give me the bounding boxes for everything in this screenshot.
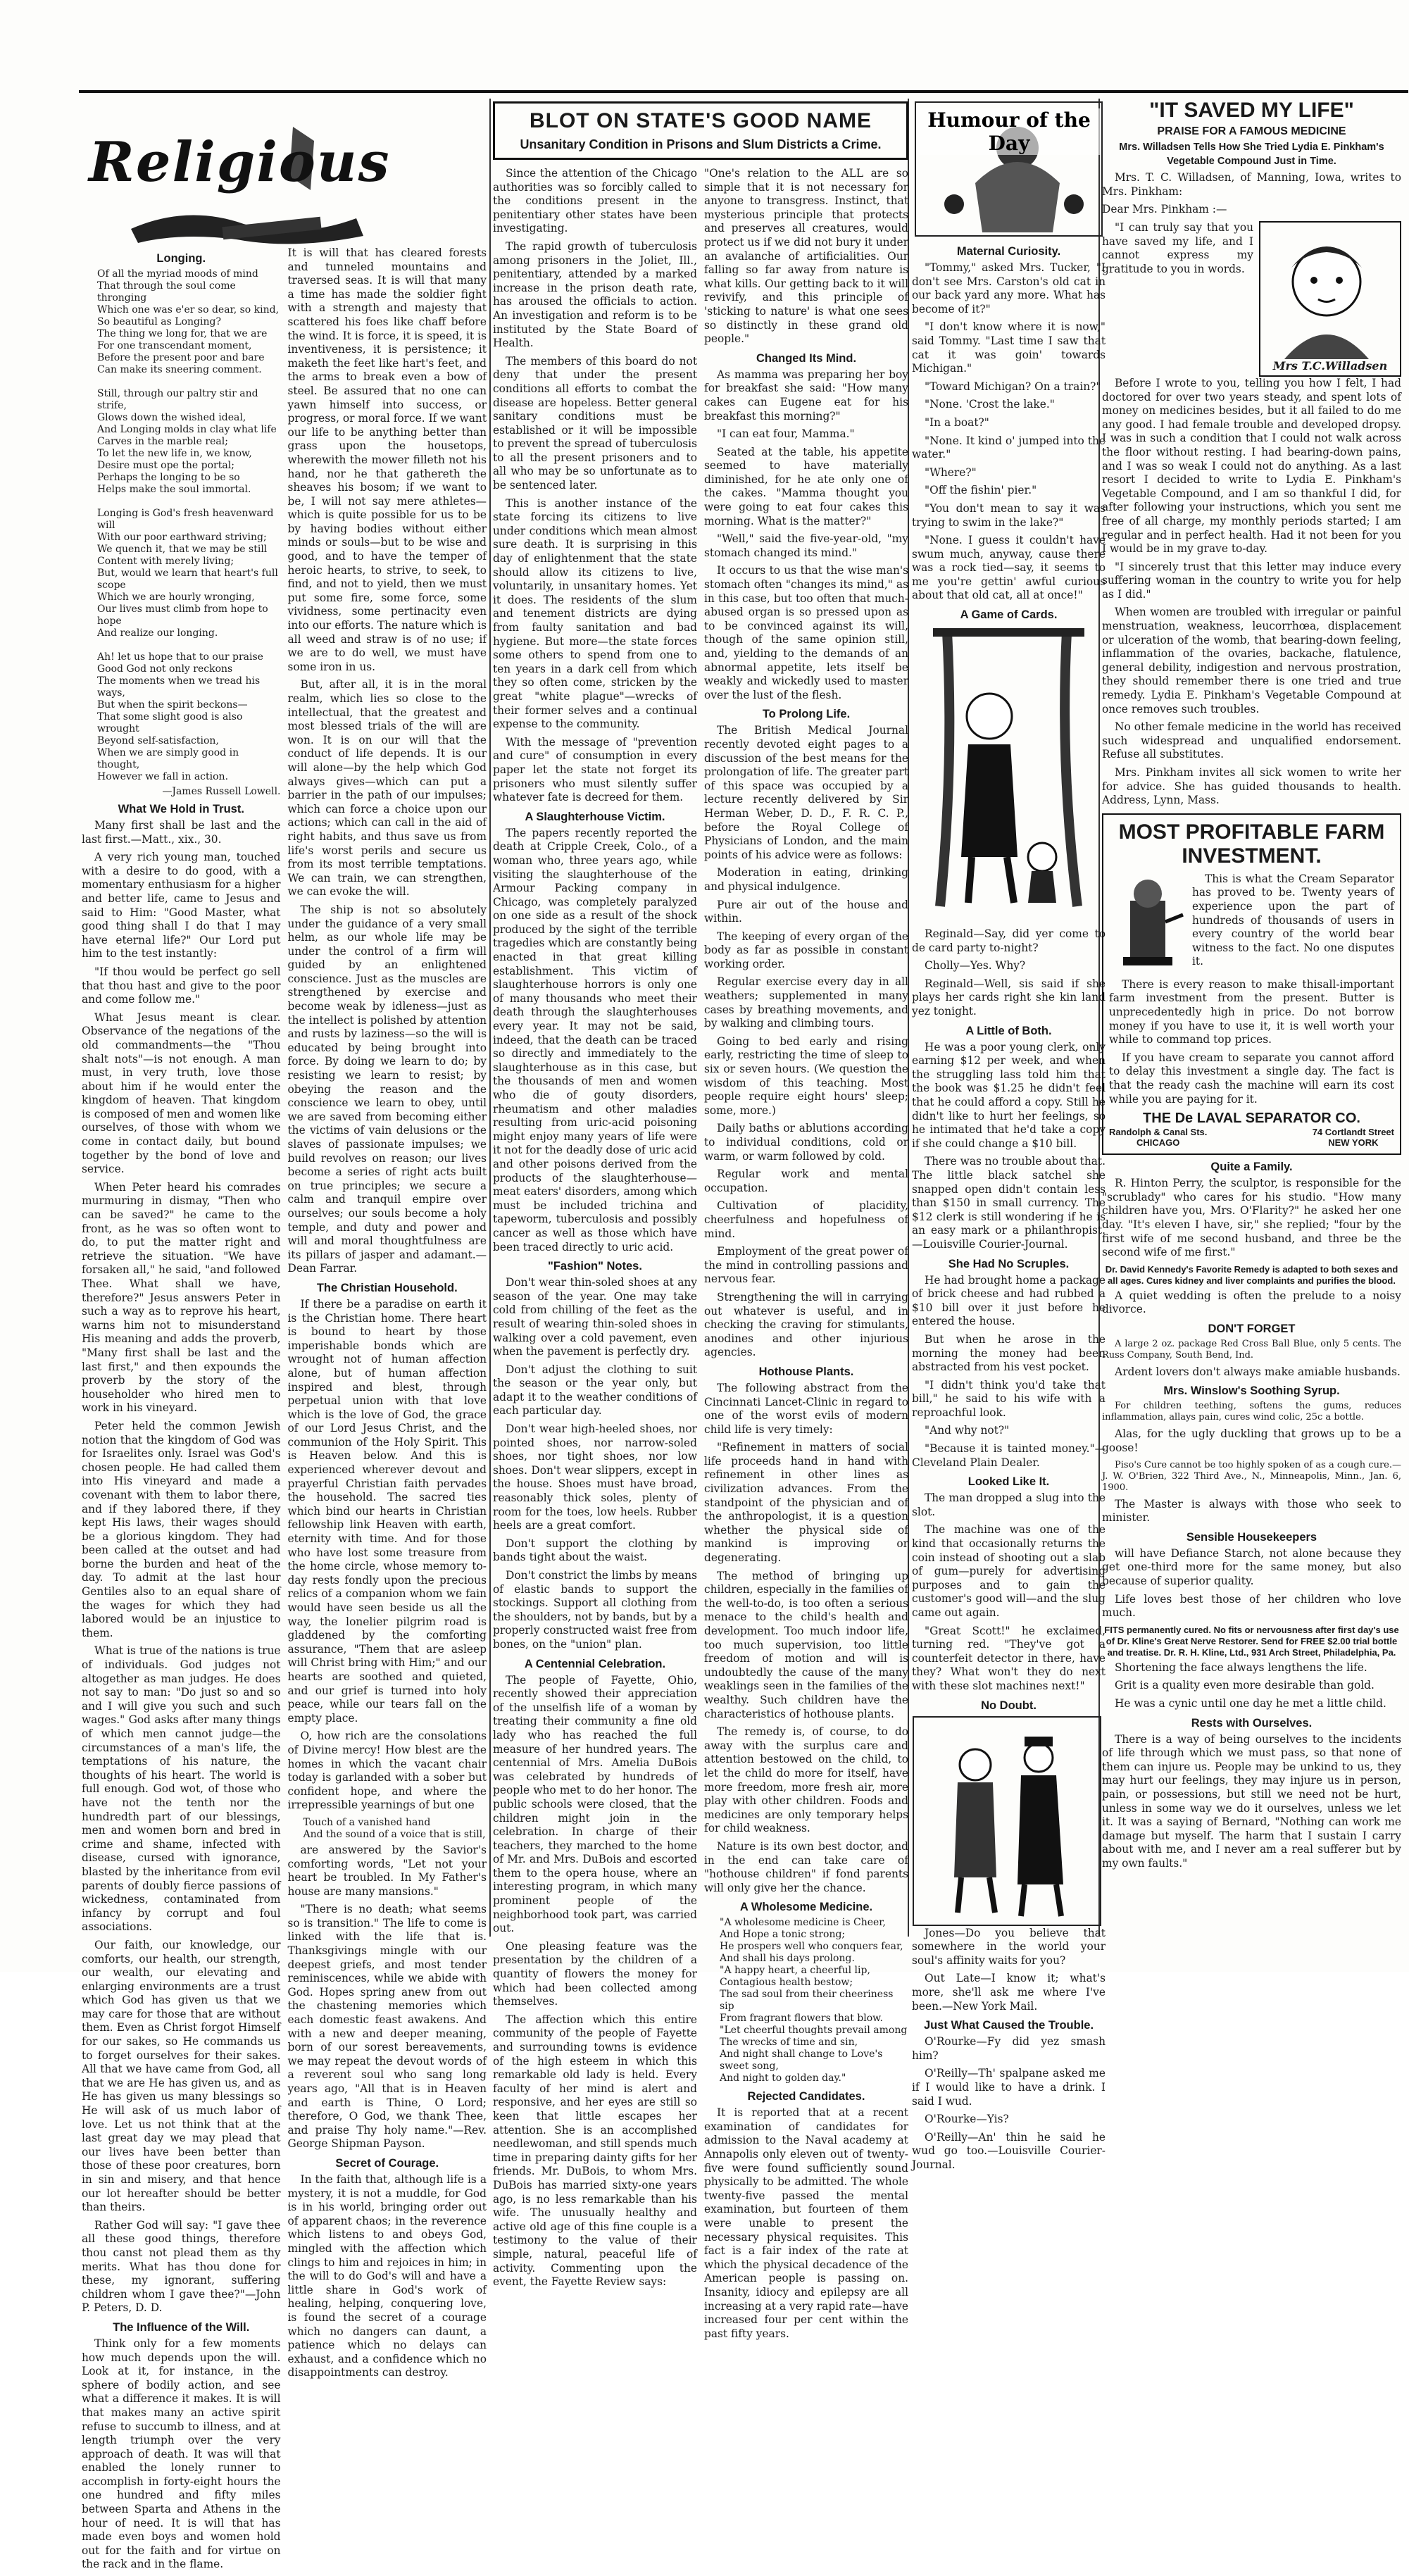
pinkham-para: Before I wrote to you, telling you how I felt, I had doctored for over two years steady, and spent lots of money on medicines besides, but it all failed to do me any good. I had female trouble and developed dropsy. I was in such a condition that I could not walk across the floor without resting. I had bearing-down pains, and I was so weak I could not do anything. As a last resort I decided to write to Lydia E. Pinkham's Vegetable Compound, and I am so thankful I did, for after following your instructions, which you sent me free of all charge, my monthly periods started; I am regular and in perfect health. Had it not been for you I would be in my grave to-day. <box>1102 376 1401 556</box>
separator-illustration <box>1109 873 1186 978</box>
curiosity-para: "None. I guess it couldn't have swum much, anyway, cause there was a rock tied—say, it seems to me you're gettin' awful curious about that old cat, all at once!" <box>912 534 1106 602</box>
rests-title: Rests with Ourselves. <box>1191 1716 1313 1730</box>
shortening-note: Shortening the face always lengthens the life. <box>1115 1661 1367 1674</box>
cynic-note: He was a cynic until one day he met a little child. <box>1115 1697 1386 1710</box>
cards-cartoon <box>912 625 1102 927</box>
trouble-para: O'Rourke—Fy did yez smash him? <box>912 2035 1106 2062</box>
humour-section <box>912 99 1106 2171</box>
fashion-para: Don't wear thin-soled shoes at any season of the year. One may take cold from chilling of the feet as the result of wearing thin-soled shoes in walking over a cold pavement, even when the pavement is perfectly dry. <box>493 1276 697 1358</box>
curiosity-para: "None. 'Crost the lake." <box>925 398 1055 411</box>
medicine-poem: "A wholesome medicine is Cheer, And Hope a tonic strong; He prospers well who conquers fear, And shall his days prolong. "A happy heart, a cheerful lip, Contagious health bestow; The sad soul from their cheeriness sip From fragrant flowers that blow. "Let cheerful thoughts prevail among The wrecks of time and sin, And night shall change to Love's sweet song, And night to golden day." <box>720 1917 908 2084</box>
nodoubt-cartoon <box>912 1715 1102 1927</box>
longing-poem: Of all the myriad moods of mind That through the soul come thronging Which one was e'er so dear, so kind, So beautiful as Longing? The thing we long for, that we are For one transcendant moment, Before the present poor and bare Can make its sneering comment. Still, through our paltry stir and strife, Glows down the wished ideal, And Longing molds in clay what life Carves in the marble real; To let the new life in, we know, Desire must ope the portal; Perhaps the longing to be so Helps make the soul immortal. Longing is God's fresh heavenward will With our poor earthward striving; We quench it, that we may be still Content with merely living; But, would we learn that heart's full scope Which we are hourly wronging, Our lives must climb from hope to hope And realize our longing. Ah! let us hope that to our praise Good God not only reckons The moments when we tread his ways, But when the spirit beckons— That some slight good is also wrought Beyond self-satisfaction, When we are simply good in thought, However we fall in action. <box>97 268 280 782</box>
religious-title: Religious <box>89 130 391 194</box>
prolong-para: Employment of the great power of the mind in controlling passions and nervous fear. <box>704 1245 908 1286</box>
trouble-title: Just What Caused the Trouble. <box>923 2019 1094 2032</box>
grit-note: Grit is a quality even more desirable than gold. <box>1115 1679 1374 1692</box>
alas-note: Alas, for the ugly duckling that grows up to be a goose! <box>1102 1427 1401 1455</box>
hothouse-para: The method of bringing up children, especially in the families of the well-to-do, is too often a serious menace to the child's health and development. Too much indoor life, too much supervision, too little freedom of motion and will is undoubtedly the cause of the many weaklings seen in the families of the wealthy. Such children have the characteristics of hothouse plants. <box>704 1569 908 1720</box>
curiosity-para: "Toward Michigan? On a train?" <box>925 380 1101 393</box>
centennial-title: A Centennial Celebration. <box>524 1657 666 1670</box>
rejected-title: Rejected Candidates. <box>747 2090 865 2103</box>
changed-para: As mamma was preparing her boy for breakfast she said: "How many cakes can Eugene eat for his breakfast this morning?" <box>704 368 908 423</box>
cards-para: Reginald—Well, sis said if she plays her cards right she kin land yez tonight. <box>912 977 1106 1018</box>
victim-title: A Slaughterhouse Victim. <box>525 810 665 823</box>
pinkham-para: Mrs. T. C. Willadsen, of Manning, Iowa, writes to Mrs. Pinkham: <box>1102 171 1401 198</box>
changed-para: Seated at the table, his appetite seemed to have materially diminished, for he ate only one of the cakes. "Mamma thought you were going to eat four cakes this morning. What is the matter?" <box>704 445 908 527</box>
column-separator <box>489 99 491 1937</box>
scruples-para: He had brought home a package of brick cheese and had rubbed a $10 bill over it just before he entered the house. <box>912 1273 1106 1328</box>
curiosity-para: "In a boat?" <box>925 415 989 429</box>
medicine-title: A Wholesome Medicine. <box>739 1901 873 1914</box>
hothouse-para: The following abstract from the Cincinnati Lancet-Clinic in regard to one of the worst evils of modern child life is very timely: <box>704 1381 908 1436</box>
will-para: But, after all, it is in the moral realm, which lies so close to the intellectual, that the greatest and most blessed trials of the will are won. It is on our will that the conduct of life depends. It is our will alone—by the help which God always gives—which can put a barrier in the path of our impulses; which can force a choice upon our actions; which can call in the aid of right habits, and thus save us from life's worst perils and secure us from its most terrible temptations. We can train, we can strengthen, we can evoke the will. <box>287 678 487 899</box>
curiosity-para: "Tommy," asked Mrs. Tucker, "I don't see Mrs. Carston's old cat in our back yard any more. What has become of it?" <box>912 261 1106 315</box>
trust-para: Many first shall be last and the last first.—Matt., xix., 30. <box>82 819 281 846</box>
quiet-note: A quiet wedding is often the prelude to a noisy divorce. <box>1102 1289 1401 1316</box>
winslow-title: Mrs. Winslow's Soothing Syrup. <box>1163 1384 1340 1398</box>
trust-para: What is true of the nations is true of individuals. God judges not altogether as man judges. He does not say to man: "Do just so and so and I will give you such and such wages." God asks after many things of which men cannot judge—the circumstances of a man's life, the temptations of his nature, the thoughts of his heart. The world is full enough. God wot, of those who have not the tenth nor the hundredth part of our blessings, men and women born and bred in crime and shame, infected with disease, cursed with ignorance, blasted by the inheritance from evil parents of doubly fierce passions of wickedness, contaminated from infancy by corrupt and foul associations. <box>82 1644 281 1934</box>
will-para: It is will that has cleared forests and tunneled mountains and traversed seas. It is will that many a time has made the soldier fight with a strength and majesty that scattered his foes like chaff before the wind. It is force, it is speed, it is inventiveness, it is persistence; it maketh the feet like hart's feet, and the arms to break even a bow of steel. Be assured that no one can yawn himself into success, or progress, or moral force. If we want our life to be anything better than grass upon the housetops, wherewith the mower filleth not his hand, nor he that gathereth the sheaves his bosom; if we want to be, I will not say mere athletes—which is quite possible for us to be by having bodies without either minds or souls—but to be wise and good, and to have the temper of heroic hearts, to strive, to seek, to find, and not to yield, then we must put some fire, some force, some vividness, some pertinacity even into our efforts. The nature which is all weed and straw is of no use; if we are to do well, we must have some iron in us. <box>287 246 487 673</box>
looked-para: "Great Scott!" he exclaimed, turning red. "They've got a counterfeit detector in there, have they? What won't they do next with these slot machines next!" <box>912 1624 1106 1692</box>
pinkham-para: "I can truly say that you have saved my life, and I cannot express my gratitude to you in words. <box>1102 220 1253 275</box>
delaval-ad <box>1102 813 1401 1155</box>
curiosity-para: "Off the fishin' pier." <box>925 484 1037 497</box>
nodoubt-para: Out Late—I know it; what's more, she'll ask me where I've been.—New York Mail. <box>912 1972 1106 2013</box>
blot-para: With the message of "prevention and cure" of consumption in every paper let the state not forget its prisoners who must silently suffer whatever fate is decreed for them. <box>493 735 697 804</box>
curiosity-para: "I don't know where it is now," said Tommy. "Last time I saw that cat it was goin' towards Michigan." <box>912 320 1106 375</box>
will-para: Think only for a few moments how much depends upon the will. Look at it, for instance, in the sphere of bodily action, and see what a difference it makes. It is will that makes many an active spirit refuse to succumb to illness, and at length triumph over the very approach of death. It was will that enabled the lonely runner to accomplish in forty-eight hours the one hundred and fifty miles between Sparta and Athens in the hour of need. It is will that has made even boys and women hold out for the faith and for virtue on the rack and in the flame. <box>82 2337 281 2571</box>
portrait-image <box>1263 225 1390 359</box>
looked-para: The machine was one of the kind that occasionally returns the coin instead of shooting out a slab of gum—purely for advertising purposes and to gain the customer's good will—and the slug came out again. <box>912 1523 1106 1619</box>
household-title: The Christian Household. <box>316 1281 458 1294</box>
household-para: "There is no death; what seems so is transition." The life to come is linked with the life that is. Thanksgivings mingle with our deepest griefs, and most tender reminiscences, while we abide with God. Hopes spring anew from out the chastening memories which each domestic feast awakens. And with a new and deeper meaning, born of our sorest bereavements, we may repeat the devout words of a reverent soul who sang long years ago, "All that is in Heaven and earth is Thine, O Lord; therefore, O God, we thank Thee, and praise Thy holy name."—Rev. George Shipman Payson. <box>287 1903 487 2151</box>
trouble-para: O'Reilly—An' thin he said he wud go too.—Louisville Courier-Journal. <box>912 2130 1106 2171</box>
scruples-para: "And why not?" <box>925 1424 1010 1437</box>
household-para: O, how rich are the consolations of Divine mercy! How blest are the homes in which the vacant chair today is garlanded with a sober but confident hope, and where the irrepressible yearnings of but one <box>287 1730 487 1812</box>
pinkham-portrait <box>1259 221 1401 377</box>
scruples-title: She Had No Scruples. <box>948 1257 1070 1270</box>
curiosity-para: "Where?" <box>925 465 977 479</box>
prolong-para: Regular exercise every day in all weathers; supplemented in many cases by breathing movements, and by walking and climbing tours. <box>704 975 908 1030</box>
blot-headline-box <box>493 101 908 160</box>
hothouse-title: Hothouse Plants. <box>758 1365 854 1378</box>
rejected-para: It is reported that at a recent examination of candidates for admission to the Naval academy at Annapolis only eleven out of twenty-five were found sufficiently sound physically to be admitted. The whole twenty-five passed the mental examination, but fourteen of them were unable to present the necessary physical requisites. This fact is a fair index of the rate at which the physical decadence of the American people is passing on. Insanity, idiocy and epilepsy are all increasing at a very rapid rate—have increased four per cent within the past fifty years. <box>704 2106 908 2340</box>
blot-para: The members of this board do not deny that under the present conditions all efforts to combat the disease are hopeless. Better general sanitary conditions must be established or it will be impossible to prevent the spread of tuberculosis to all the present prisoners and to all who may be so unfortunate as to be sentenced later. <box>493 354 697 492</box>
courage-para: In the faith that, although life is a mystery, it is not a muddle, for God is in his world, bringing order out of apparent chaos; in the reverence which listens to and obeys God, mingled with the affection which clings to him and rejoices in him; in the will to do God's will and have a little share in God's work of healing, helping, conquering love, is found the secret of a courage which no dangers can daunt, a patience which no delays can exhaust, and a confidence which no disappointments can destroy. <box>287 2172 487 2380</box>
centennial-para: The people of Fayette, Ohio, recently showed their appreciation of the unselfish life of a woman by treating their community a fine old lady who has reached the full measure of her hundred years. The centennial of Mrs. Amelia DuBois was celebrated by hundreds of people who met to do her honor. The public schools were closed, that the children might join in the celebration. In charge of their teachers, they marched to the home of Mr. and Mrs. DuBois and escorted them to the opera house, where an interesting program, in which many prominent people of the neighborhood took part, was carried out. <box>493 1673 697 1935</box>
housekeepers-title: Sensible Housekeepers <box>1186 1530 1317 1544</box>
prolong-para: Going to bed early and rising early, restricting the time of sleep to six or seven hours. (We question the wisdom of this teaching. Most people require eight hours' sleep; some, more.) <box>704 1034 908 1117</box>
curiosity-para: "None. It kind o' jumped into the water." <box>912 434 1106 461</box>
nodoubt-para: Jones—Do you believe that somewhere in the world your soul's affinity waits for you? <box>912 1926 1106 1967</box>
blot-para: The rapid growth of tuberculosis among prisoners in the Joliet, Ill., penitentiary, attended by a marked increase in the prison death rate, has aroused the officials to action. An investigation and reform is to be instituted by the State Board of Health. <box>493 239 697 350</box>
household-para: are answered by the Savior's comforting words, "Let not your heart be troubled. In My Father's house are many mansions." <box>287 1843 487 1898</box>
top-rule <box>79 90 1408 93</box>
blot-para: This is another instance of the state forcing its citizens to live under conditions which mean almost sure death. It is surprising in this day of enlightenment that the state should allow its citizens to live, voluntarily, in unsanitary homes. Yet it does. The residents of the slum and tenement districts are dying from faulty sanitation and bad hygiene. But more—the state forces some others to spend from one to ten years in a dark cell from which they so often come, stricken by the great "white plague"—wrecks of their former selves and a continual expense to the community. <box>493 496 697 731</box>
cards-title: A Game of Cards. <box>960 608 1058 622</box>
pinkham-para: "I sincerely trust that this letter may induce every suffering woman in the country to write you for help as I did." <box>1102 560 1401 601</box>
scruples-para: "Because it is tainted money."—Cleveland Plain Dealer. <box>912 1442 1106 1469</box>
trust-para: When Peter heard his comrades murmuring in dismay, "Then who can be saved?" he came to the front, as he was so often wont to do, to put the matter right and retrieve the situation. "We have forsaken all," he said, "and followed Thee. What shall we have, therefore?" Jesus answers Peter in such a way as to reprove his heart, warns him not to misunderstand His meaning and adds the proverb, "Many first shall be last and the last first," and then expounds the proverb by the story of the householder who hired men to work in his vineyard. <box>82 1180 281 1415</box>
prolong-para: Cultivation of placidity, cheerfulness and hopefulness of mind. <box>704 1199 908 1240</box>
trust-para: Peter held the common Jewish notion that the kingdom of God was for Israelites only. Israel was God's chosen people. He had called them into His vineyard and made a covenant with them to labor there, and if they labored there, if they kept His laws, their wages should be a glorious kingdom. They had been called at the outset and had borne the burden and heat of the day. To admit at the last hour Gentiles also to an equal share of the wages for which they had labored would be an injustice to them. <box>82 1419 281 1639</box>
household-poem: Touch of a vanished hand And the sound of a voice that is still, <box>303 1816 486 1840</box>
kennedy-ad: Dr. David Kennedy's Favorite Remedy is adapted to both sexes and all ages. Cures kidney and liver complaints and purifies the blood. <box>1105 1263 1398 1286</box>
pinkham-para: No other female medicine in the world has received such widespread and unqualified endorsement. Refuse all substitutes. <box>1102 720 1401 761</box>
prolong-para: Daily baths or ablutions according to individual conditions, cold or warm, or warm followed by cold. <box>704 1122 908 1163</box>
both-title: A Little of Both. <box>965 1024 1052 1037</box>
looked-para: The man dropped a slug into the slot. <box>912 1492 1106 1518</box>
delaval-address-left: Randolph & Canal Sts. <box>1109 1127 1208 1138</box>
blot-para: Since the attention of the Chicago authorities was so forcibly called to the conditions present in the penitentiary other states have been investigating. <box>493 167 697 235</box>
trouble-para: O'Reilly—Th' spalpane asked me if I would like to have a drink. I said I wud. <box>912 2067 1106 2108</box>
family-para: R. Hinton Perry, the sculptor, is responsible for the "scrublady" who cares for his studio. "How many children have you, Mrs. O'Flarity?" he asked her one day. "It's eleven I have, sir," she replied; "four by the first wife of me second husband, and three be the second wife of me first." <box>1102 1177 1401 1259</box>
household-para: If there be a paradise on earth it is the Christian home. There heart is bound to heart by those imperishable bonds which are wrought not of human affection alone, but of human affection inspired and blest, through perpetual union with that love which is the love of God, the grace of our Lord Jesus Christ, and the communion of the Holy Spirit. This is Heaven below. And this is experienced wherever devout and prayerful Christian faith pervades the household. The sacred ties which bind our hearts in Christian fellowship link Heaven with earth, eternity with time. And for those who have lost some treasure from the home circle, whose memory to-day rests fondly upon the precious relics of a companion whom we fain would have seen beside us all the way, the lonelier pilgrim road is gladdened by the comforting assurance, "Them that are asleep will Christ bring with Him;" and our hearts are soothed and quieted, and our grief is turned into holy peace, while our tears fall on the empty place. <box>287 1297 487 1725</box>
pinkham-para: Mrs. Pinkham invites all sick women to write her for advice. She has guided thousands to health. Address, Lynn, Mass. <box>1102 766 1401 807</box>
delaval-title: MOST PROFITABLE FARM INVESTMENT. <box>1118 820 1385 868</box>
lifeloves-note: Life loves best those of her children who love much. <box>1102 1592 1401 1620</box>
centennial-para: One pleasing feature was the presentation by the children of a quantity of flowers the money for which had been collected among themselves. <box>493 1939 697 2008</box>
health-section <box>493 99 908 2340</box>
trust-para: A very rich young man, touched with a desire to do good, with a momentary enthusiasm for a higher and better life, came to Jesus and said to Him: "Good Master, what good thing shall I do that I may have eternal life?" Our Lord put him to the test instantly: <box>82 851 281 961</box>
pinkham-subtitle: PRAISE FOR A FAMOUS MEDICINE <box>1157 125 1346 137</box>
pinkham-title: "IT SAVED MY LIFE" <box>1149 99 1354 122</box>
trouble-para: O'Rourke—Yis? <box>925 2113 1009 2126</box>
rests-para: There is a way of being ourselves to the incidents of life through which we must pass, so that none of them can injure us. People may be unkind to us, they may hurt our feelings, they may injure us in person, pain, or possessions, but still we need not be hurt, unless in some way we do it ourselves, unless we let it. It was a saying of Bernard, "Nothing can work me damage but myself. The harm that I sustain I carry about with me, and I never am a real sufferer but by my own faults." <box>1102 1732 1401 1870</box>
delaval-para: This is what the Cream Separator has proved to be. Twenty years of experience upon the part of hundreds of thousands of users in every country of the world bear witness to the fact. No one disputes it. <box>1192 872 1394 968</box>
pinkham-ad <box>1102 99 1401 808</box>
changed-para: "I can eat four, Mamma." <box>717 427 855 441</box>
delaval-city-left: CHICAGO <box>1136 1137 1180 1149</box>
scruples-para: But when he arose in the morning the money had been abstracted from his vest pocket. <box>912 1332 1106 1374</box>
religious-section <box>82 99 487 2571</box>
family-title: Quite a Family. <box>1210 1161 1293 1174</box>
pinkham-para: When women are troubled with irregular or painful menstruation, weakness, leucorrhœa, displacement or ulceration of the womb, that bearing-down feeling, inflammation of the ovaries, backache, flatulence, general debility, indigestion and nervous prostration, they should remember there is one tried and true remedy. Lydia E. Pinkham's Vegetable Compound at once removes such troubles. <box>1102 606 1401 715</box>
prolong-para: The keeping of every organ of the body as far as possible in constant working order. <box>704 930 908 970</box>
fits-ad: FITS permanently cured. No fits or nervousness after first day's use of Dr. Kline's Great Nerve Restorer. Send for FREE $2.00 trial bottle and treatise. Dr. R. H. Kline, Ltd., 931 Arch Street, Philadelphia, Pa. <box>1104 1624 1399 1658</box>
delaval-company: THE De LAVAL SEPARATOR CO. <box>1143 1111 1360 1127</box>
dont-para: A large 2 oz. package Red Cross Ball Blue, only 5 cents. The Russ Company, South Bend, Ind. <box>1102 1338 1401 1361</box>
delaval-city-right: NEW YORK <box>1328 1137 1379 1149</box>
dont-title: DON'T FORGET <box>1208 1322 1296 1335</box>
scruples-para: "I didn't think you'd take that bill," he said to his wife with a reproachful look. <box>912 1378 1106 1419</box>
fashion-title: "Fashion" Notes. <box>548 1260 642 1273</box>
ads-section <box>1102 99 1401 1937</box>
changed-title: Changed Its Mind. <box>756 351 857 365</box>
changed-para: "Well," said the five-year-old, "my stomach changed its mind." <box>704 532 908 559</box>
prolong-title: To Prolong Life. <box>762 708 851 721</box>
pinkham-lead: Mrs. Willadsen Tells How She Tried Lydia E. Pinkham's Vegetable Compound Just in Time. <box>1119 142 1384 167</box>
trust-title: What We Hold in Trust. <box>118 803 244 815</box>
curiosity-title: Maternal Curiosity. <box>956 245 1061 258</box>
portrait-caption: Mrs T.C.Willadsen <box>1272 358 1388 373</box>
trust-para: Our faith, our knowledge, our comforts, our health, our strength, our wealth, our elevating and enlarging environments are a trust which God has given us that we may care for those that are without them. Even as Christ forgot Himself for our sakes, so He commands us to forget ourselves for their sakes. All that we have came from God, all that we are He has given us, and as He has given us many blessings so He will ask of us much labor of love. Let us not think that at the last great day we may plead that our lives have been better than those of these poor creatures, born in sin and misery, and that hence our lot hereafter should be better than theirs. <box>82 1938 281 2214</box>
delaval-para: If you have cream to separate you cannot afford to delay this investment a single day. The fact is that the ready cash the machine will earn its cost while you are paying for it. <box>1109 1051 1394 1106</box>
changed-para: It occurs to us that the wise man's stomach often "changes its mind," as in this case, but too often that much-abused organ is so pressed upon as to be convinced against its will, though of the same opinion still, and, yielding to the demands of an abnormal appetite, lets itself be weakly and wickedly used to master over the lust of the flesh. <box>704 564 908 701</box>
courage-title: Secret of Courage. <box>335 2156 439 2170</box>
fashion-para: Don't wear high-heeled shoes, nor pointed shoes, nor narrow-soled shoes, nor tight shoes, nor low shoes. Don't wear slippers, except in the house. Shoes must have broad, reasonably thick soles, plenty of room for the toes, low heels. Rubber heels are a great comfort. <box>493 1423 697 1532</box>
humour-masthead <box>912 99 1106 239</box>
prolong-para: The British Medical Journal recently devoted eight pages to a discussion of the best means for the prolongation of life. The greater part of this space was occupied by a lecture recently delivered by Sir Herman Weber, D. D., F. R. C. P., before the Royal College of Physicians of London, and the main points of his advice were as follows: <box>704 724 908 861</box>
religious-masthead <box>82 99 487 246</box>
prolong-para: Strengthening the will in carrying out whatever is useful, and in checking the craving for stimulants, anodines and other injurious agencies. <box>704 1290 908 1359</box>
delaval-para: There is every reason to make thisall-important farm investment from the present. Butter is unprecedentedly high in price. Do not borrow money if you have to use it, it is well worth your while to command top prices. <box>1109 977 1394 1046</box>
both-para: He was a poor young clerk, only earning $12 per week, and when the struggling lass told him that the book was $1.25 he didn't feel that he could afford a copy. Still he didn't like to hurt her feelings, so he intimated that he'd take a copy if she could change a $10 bill. <box>912 1040 1106 1150</box>
curiosity-para: "You don't mean to say it was trying to swim in the lake?" <box>912 501 1106 529</box>
will-para: The ship is not so absolutely under the guidance of a very small helm, as our whole life may be under the control of a firm will guided by an enlightened conscience. Just as the muscles are strengthened by exercise and become weak by idleness—just as the intellect is polished by attention and rusts by laziness—so the will is educated by being brought into force. By doing we learn to do; by resisting we learn to resist; by obeying the reason and the conscience we learn to obey, until we are saved from becoming either the victims of vain delusions or the slaves of passionate impulses; we build revolves on reason; our lives become a series of right acts built on true principles; we secure a calm and tranquil empire over ourselves; our souls become a holy temple, and duty and power and will and moral thoughtfulness are its pillars of jasper and adamant.—Dean Farrar. <box>287 903 487 1275</box>
ardent-note: Ardent lovers don't always make amiable husbands. <box>1115 1365 1401 1378</box>
longing-title: Longing. <box>156 252 206 265</box>
longing-author: —James Russell Lowell. <box>162 786 281 797</box>
housekeepers-para: will have Defiance Starch, not alone because they get one-third more for the same money, but also because of superior quality. <box>1102 1546 1401 1588</box>
hothouse-para: Nature is its own best doctor, and in the end can take care of "hothouse children" if fond parents will only give her the chance. <box>704 1839 908 1894</box>
prolong-para: Pure air out of the house and within. <box>704 898 908 925</box>
hothouse-para: The remedy is, of course, to do away with the surplus care and attention bestowed on the child, to let the child do more for itself, have more freedom, more fresh air, more play with other children. Foods and medicines are only temporary helps for child weakness. <box>704 1725 908 1835</box>
humour-title: Humour of the Day <box>918 108 1101 155</box>
centennial-para: The affection which this entire community of the people of Fayette and surrounding towns is evidence of the high esteem in which this remarkable old lady is held. Every faculty of her mind is alert and responsive, and her eyes are still so keen that little escapes her attention. She is an accomplished needlewoman, and still spends much time in preparing dainty gifts for her friends. Mr. DuBois, to whom Mrs. DuBois has married sixty-one years ago, is no less remarkable than his wife. The unusually healthy and active old age of this fine couple is a testimony to the value of their simple, natural, peaceful life of activity. Commenting upon the event, the Fayette Review says: <box>493 2013 697 2289</box>
looked-title: Looked Like It. <box>967 1475 1050 1489</box>
fashion-para: Don't adjust the clothing to suit the season or the year only, but adapt it to the weather conditions of each particular day. <box>493 1363 697 1418</box>
pinkham-para: Dear Mrs. Pinkham :— <box>1102 203 1227 216</box>
trust-para: "If thou would be perfect go sell that thou hast and give to the poor and come follow me." <box>82 965 281 1006</box>
prolong-para: Regular work and mental occupation. <box>704 1168 908 1194</box>
will-title: The Influence of the Will. <box>113 2320 250 2334</box>
prolong-para: Moderation in eating, drinking and physical indulgence. <box>704 866 908 893</box>
centennial-para: "One's relation to the ALL are so simple that it is not necessary for anyone to transgress. Instinct, that mysterious principle that protects and preserves all creatures, would protect us if we did not bury it under an avalanche of artificialities. Our falling so far away from nature is what kills. Our getting back to it will revivify, and this principle of 'sticking to nature' is what one sees so distinctly in these grand old people." <box>704 167 908 346</box>
cards-para: Reginald—Say, did yer come to de card party to-night? <box>912 927 1106 954</box>
delaval-address-right: 74 Cortlandt Street <box>1312 1127 1394 1138</box>
winslow-para: For children teething, softens the gums, reduces inflammation, allays pain, cures wind colic, 25c a bottle. <box>1102 1401 1401 1423</box>
fashion-para: Don't constrict the limbs by means of elastic bands to support the stockings. Support all clothing from the shoulders, not by bands, but by a properly constructed waist free from bones, on the "union" plan. <box>493 1569 697 1651</box>
victim-para: The papers recently reported the death at Cripple Creek, Colo., of a woman who, three years ago, while visiting the slaughterhouse of the Armour Packing company in Chicago, was completely paralyzed on one side as a result of the shock produced by the sight of the terrible tragedies which are constantly being enacted in that great killing establishment. This victim of slaughterhouse horrors is only one of many thousands who meet their death through the slaughterhouses every year. It may not be said, indeed, that the death can be traced so directly and immediately to the slaughterhouse as in this case, but the thousands of men and women who die of gouty disorders, rheumatism and other maladies resulting from uric-acid poisoning might enjoy many years of life were it not for the deadly dose of uric acid and other poisons derived from the products of the slaughterhouse—meat eaters' disorders, among which must be included trichina and tapeworm, tuberculosis and possibly cancer as well as those which have been traced directly to uric acid. <box>493 826 697 1253</box>
blot-headline: BLOT ON STATE'S GOOD NAME <box>529 109 872 132</box>
cards-para: Cholly—Yes. Why? <box>925 959 1026 973</box>
trust-para: Rather God will say: "I gave thee all these good things, therefore thou canst not plead them as thy merits. What has thou done for these, my ignorant, suffering children whom I gave thee?"—John P. Peters, D. D. <box>82 2218 281 2315</box>
hothouse-para: "Refinement in matters of social life proceeds hand in hand with refinement in other lines as civilization advances. From the standpoint of the physician and of the anthropologist, it is a question whether the physical side of mankind is improving or degenerating. <box>704 1441 908 1565</box>
trust-para: What Jesus meant is clear. Observance of the negations of the old commandments—the "Thou shalt nots"—is not enough. A man must, in very truth, love those about him if he would enter the kingdom of heaven. That kingdom is composed of men and women like ourselves, of those with whom we come in contact daily, but bound together by the bond of love and service. <box>82 1011 281 1176</box>
master-note: The Master is always with those who seek to minister. <box>1102 1497 1401 1525</box>
nodoubt-title: No Doubt. <box>981 1699 1037 1712</box>
blot-subhead: Unsanitary Condition in Prisons and Slum Districts a Crime. <box>520 137 882 151</box>
both-para: There was no trouble about that. The little black satchel she snapped open didn't contain less than $150 in small currency. The $12 clerk is still wondering if he is an easy mark or a philanthropist.—Louisville Courier-Journal. <box>912 1155 1106 1251</box>
piso-ad: Piso's Cure cannot be too highly spoken of as a cough cure.—J. W. O'Brien, 322 Third Ave., N., Minneapolis, Minn., Jan. 6, 1900. <box>1102 1459 1401 1493</box>
fashion-para: Don't support the clothing by bands tight about the waist. <box>493 1537 697 1564</box>
